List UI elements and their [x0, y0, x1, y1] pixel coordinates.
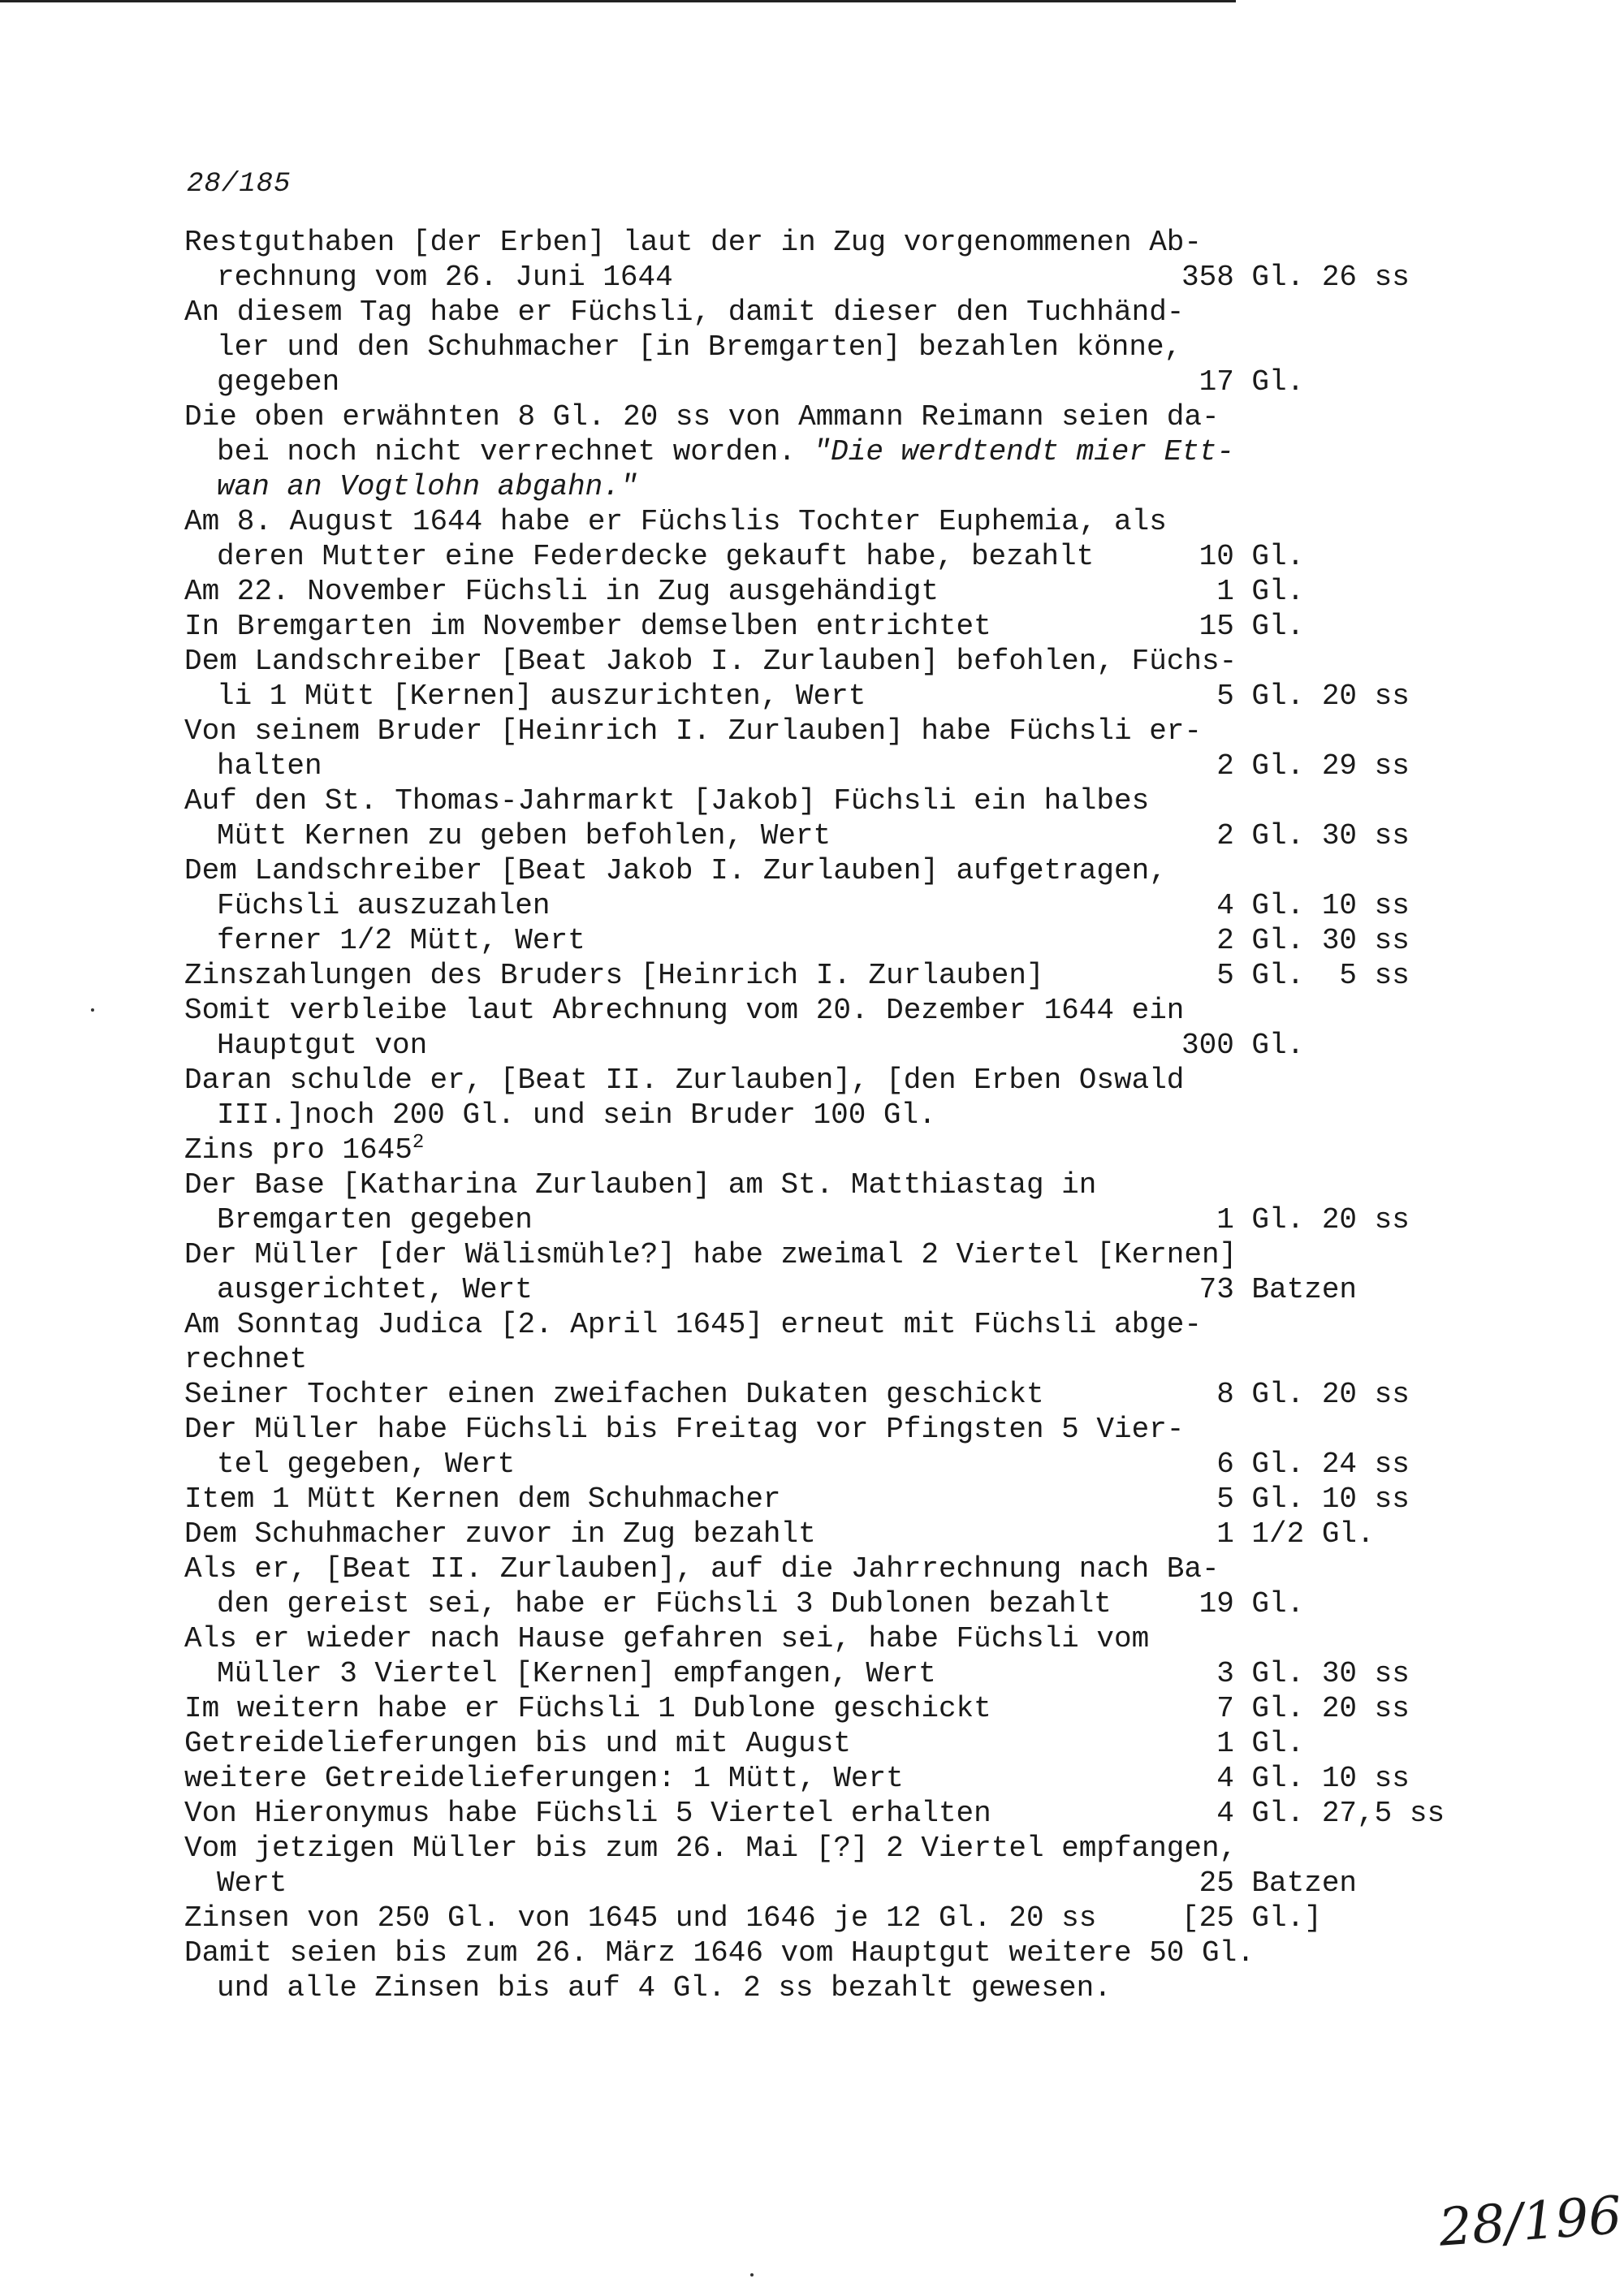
ledger-line-plain: Am 8. August 1644 habe er Füchslis Tochter Euphemia, als	[184, 505, 1167, 538]
ledger-line-text	[217, 888, 550, 923]
ledger-line-text	[217, 434, 1234, 469]
ledger-line-amount: 358 Gl. 26 ss	[1181, 261, 1410, 294]
ledger-line-text	[217, 365, 339, 399]
ledger-line	[0, 260, 1616, 295]
ledger-line	[0, 714, 1616, 749]
ledger-line-plain: rechnet	[184, 1343, 308, 1376]
ledger-line-text	[184, 504, 1167, 539]
ledger-line-text	[184, 644, 1237, 679]
ledger-line-plain: Von Hieronymus habe Füchsli 5 Viertel erhalten	[184, 1797, 991, 1830]
top-edge-rule	[0, 0, 1236, 2]
ledger-line	[0, 749, 1616, 783]
ledger-line-text	[217, 539, 1094, 574]
ledger-line-plain: halten	[217, 749, 322, 783]
ledger-line	[0, 1726, 1616, 1761]
ledger-line-text	[184, 1796, 991, 1831]
ledger-line-plain: bei noch nicht verrechnet worden.	[217, 435, 814, 468]
ledger-line-quote: "Die werdtendt mier Ett-	[813, 435, 1235, 468]
ledger-line-amount: 1 1/2 Gl.	[1181, 1517, 1375, 1551]
margin-speck	[91, 1008, 94, 1012]
ledger-line-text	[184, 1691, 991, 1726]
ledger-line-text	[184, 853, 1167, 888]
ledger-line	[0, 1447, 1616, 1482]
ledger-line-text	[184, 1167, 1096, 1202]
ledger-line-text	[184, 574, 939, 609]
ledger-line	[0, 1517, 1616, 1552]
ledger-line	[0, 679, 1616, 714]
ledger-line-plain: An diesem Tag habe er Füchsli, damit dieser den Tuchhänd-	[184, 296, 1185, 329]
ledger-line	[0, 1028, 1616, 1063]
ledger-line-text	[184, 1342, 307, 1377]
ledger-line-plain: In Bremgarten im November demselben entrichtet	[184, 610, 991, 643]
footnote-marker: 2	[412, 1132, 425, 1154]
ledger-line-amount: 4 Gl. 10 ss	[1181, 889, 1410, 922]
ledger-line-amount: 19 Gl.	[1181, 1587, 1305, 1621]
ledger-line-plain: Hauptgut von	[217, 1029, 428, 1062]
ledger-line-amount: 7 Gl. 20 ss	[1181, 1692, 1410, 1725]
ledger-line-plain: Im weitern habe er Füchsli 1 Dublone geschickt	[184, 1692, 991, 1725]
ledger-line-plain: Mütt Kernen zu geben befohlen, Wert	[217, 819, 831, 852]
ledger-line-text	[184, 1726, 851, 1761]
ledger-line	[0, 1761, 1616, 1796]
ledger-line-amount: 1 Gl.	[1181, 1727, 1305, 1760]
ledger-line	[0, 504, 1616, 539]
ledger-line-plain: Von seinem Bruder [Heinrich I. Zurlauben] habe Füchsli er-	[184, 714, 1203, 748]
ledger-line-plain: Auf den St. Thomas-Jahrmarkt [Jakob] Füchsli ein halbes	[184, 784, 1150, 818]
ledger-line-amount: 5 Gl. 20 ss	[1181, 680, 1410, 713]
ledger-line-text	[184, 958, 1044, 993]
ledger-line	[0, 1063, 1616, 1098]
ledger-line-text	[184, 1552, 1220, 1586]
ledger-line	[0, 1691, 1616, 1726]
ledger-line-plain: Müller 3 Viertel [Kernen] empfangen, Wert	[217, 1657, 936, 1690]
ledger-line	[0, 1272, 1616, 1307]
ledger-line-text	[184, 295, 1184, 330]
ledger-line	[0, 1482, 1616, 1517]
ledger-line-plain: Damit seien bis zum 26. März 1646 vom Hauptgut weitere 50 Gl.	[184, 1936, 1255, 1970]
ledger-line-plain: und alle Zinsen bis auf 4 Gl. 2 ss bezahlt gewesen.	[217, 1971, 1112, 2005]
ledger-line-plain: Zinszahlungen des Bruders [Heinrich I. Zurlauben]	[184, 959, 1044, 992]
ledger-line-amount: 25 Batzen	[1181, 1867, 1358, 1900]
ledger-line-amount: 17 Gl.	[1181, 365, 1305, 399]
ledger-line-text	[184, 993, 1184, 1028]
ledger-line	[0, 1656, 1616, 1691]
ledger-line	[0, 330, 1616, 365]
ledger-line-text	[184, 609, 991, 644]
ledger-line-plain: Als er, [Beat II. Zurlauben], auf die Jahrrechnung nach Ba-	[184, 1552, 1220, 1586]
ledger-line-text	[217, 679, 866, 714]
ledger-line-text	[184, 1133, 424, 1167]
ledger-line-text	[184, 1482, 781, 1517]
ledger-line	[0, 923, 1616, 958]
ledger-line-plain: Seiner Tochter einen zweifachen Dukaten geschickt	[184, 1378, 1044, 1411]
ledger-line-amount: 5 Gl. 5 ss	[1181, 959, 1410, 992]
ledger-line-plain: gegeben	[217, 365, 340, 399]
ledger-line	[0, 1237, 1616, 1272]
ledger-line-text	[184, 1517, 816, 1552]
ledger-line-plain: Dem Landschreiber [Beat Jakob I. Zurlauben] befohlen, Füchs-	[184, 645, 1237, 678]
ledger-line	[0, 853, 1616, 888]
ledger-line	[0, 1621, 1616, 1656]
ledger-line-plain: III.]noch 200 Gl. und sein Bruder 100 Gl.	[217, 1098, 936, 1132]
ledger-line-amount: 15 Gl.	[1181, 610, 1305, 643]
ledger-line	[0, 1342, 1616, 1377]
ledger-line-text	[184, 1901, 1096, 1936]
ledger-line-text	[184, 1936, 1255, 1970]
ledger-line-amount: 2 Gl. 30 ss	[1181, 819, 1410, 852]
ledger-line-amount: 2 Gl. 30 ss	[1181, 924, 1410, 957]
ledger-line-text	[184, 1237, 1237, 1272]
ledger-line-text	[217, 749, 322, 783]
ledger-line-amount: 5 Gl. 10 ss	[1181, 1482, 1410, 1516]
ledger-line	[0, 1866, 1616, 1901]
ledger-line-text	[217, 260, 673, 295]
ledger-line-text	[184, 1831, 1237, 1866]
ledger-line-text	[184, 1377, 1044, 1412]
bottom-speck	[750, 2273, 754, 2277]
ledger-line	[0, 1412, 1616, 1447]
ledger-line-text	[184, 1412, 1184, 1447]
ledger-line	[0, 365, 1616, 399]
ledger-line-text	[184, 399, 1220, 434]
ledger-line-plain: Daran schulde er, [Beat II. Zurlauben], [den Erben Oswald	[184, 1064, 1185, 1097]
ledger-line-amount: 6 Gl. 24 ss	[1181, 1448, 1410, 1481]
ledger-line-text	[184, 1307, 1202, 1342]
ledger-line-plain: Bremgarten gegeben	[217, 1203, 533, 1236]
ledger-line-text	[217, 1970, 1112, 2005]
ledger-line	[0, 1796, 1616, 1831]
ledger-line	[0, 958, 1616, 993]
ledger-line-plain: Getreidelieferungen bis und mit August	[184, 1727, 851, 1760]
ledger-line	[0, 1202, 1616, 1237]
ledger-line	[0, 1307, 1616, 1342]
ledger-line-plain: ausgerichtet, Wert	[217, 1273, 533, 1306]
ledger-line	[0, 1133, 1616, 1167]
ledger-line	[0, 1167, 1616, 1202]
ledger-line-plain: Vom jetzigen Müller bis zum 26. Mai [?] 2 Viertel empfangen,	[184, 1832, 1237, 1865]
ledger-line-amount: 4 Gl. 10 ss	[1181, 1762, 1410, 1795]
ledger-line-plain: Als er wieder nach Hause gefahren sei, habe Füchsli vom	[184, 1622, 1150, 1655]
ledger-line-plain: Somit verbleibe laut Abrechnung vom 20. Dezember 1644 ein	[184, 994, 1185, 1027]
ledger-line-quote: wan an Vogtlohn abgahn."	[217, 470, 638, 503]
ledger-line	[0, 1098, 1616, 1133]
ledger-line-plain: Am 22. November Füchsli in Zug ausgehändigt	[184, 575, 939, 608]
ledger-line-text	[184, 1063, 1184, 1098]
ledger-line	[0, 574, 1616, 609]
ledger-line	[0, 1831, 1616, 1866]
ledger-line-text	[217, 923, 585, 958]
ledger-line-plain: rechnung vom 26. Juni 1644	[217, 261, 673, 294]
ledger-line	[0, 295, 1616, 330]
ledger-line-plain: deren Mutter eine Federdecke gekauft habe, bezahlt	[217, 540, 1095, 573]
ledger-line-plain: Am Sonntag Judica [2. April 1645] erneut mit Füchsli abge-	[184, 1308, 1203, 1341]
ledger-line	[0, 818, 1616, 853]
ledger-line-plain: Die oben erwähnten 8 Gl. 20 ss von Ammann Reimann seien da-	[184, 400, 1220, 434]
ledger-line	[0, 469, 1616, 504]
ledger-line-amount: 3 Gl. 30 ss	[1181, 1657, 1410, 1690]
page-reference: 28/185	[187, 169, 292, 200]
ledger-line-amount: [25 Gl.]	[1181, 1901, 1322, 1935]
ledger-line-plain: Item 1 Mütt Kernen dem Schuhmacher	[184, 1482, 781, 1516]
ledger-line-text	[217, 1866, 287, 1901]
ledger-line-amount: 8 Gl. 20 ss	[1181, 1378, 1410, 1411]
ledger-line-amount: 10 Gl.	[1181, 540, 1305, 573]
ledger-line-text	[217, 1202, 533, 1237]
ledger-line	[0, 1901, 1616, 1936]
handwritten-folio-number: 28/196	[1436, 2186, 1624, 2259]
ledger-line-plain: Füchsli auszuzahlen	[217, 889, 551, 922]
ledger-line-amount: 73 Batzen	[1181, 1273, 1358, 1306]
ledger-line-text	[217, 818, 831, 853]
ledger-line-text	[184, 714, 1202, 749]
ledger-line-plain: Zins pro 1645	[184, 1133, 412, 1167]
ledger-line	[0, 1552, 1616, 1586]
ledger-line-plain: Der Base [Katharina Zurlauben] am St. Matthiastag in	[184, 1168, 1097, 1202]
ledger-line-plain: Der Müller habe Füchsli bis Freitag vor Pfingsten 5 Vier-	[184, 1413, 1185, 1446]
ledger-line-plain: Restguthaben [der Erben] laut der in Zug vorgenommenen Ab-	[184, 226, 1203, 259]
ledger-line-text	[217, 330, 1181, 365]
ledger-line	[0, 609, 1616, 644]
ledger-line	[0, 888, 1616, 923]
ledger-line-plain: Wert	[217, 1867, 287, 1900]
ledger-line-plain: ler und den Schuhmacher [in Bremgarten] bezahlen könne,	[217, 330, 1182, 364]
ledger-line	[0, 225, 1616, 260]
ledger-line-amount: 2 Gl. 29 ss	[1181, 749, 1410, 783]
ledger-line	[0, 399, 1616, 434]
ledger-line	[0, 434, 1616, 469]
ledger-line-text	[217, 469, 637, 504]
ledger-line	[0, 539, 1616, 574]
ledger-line-amount: 1 Gl.	[1181, 575, 1305, 608]
ledger-line-text	[184, 783, 1149, 818]
ledger-line-plain: ferner 1/2 Mütt, Wert	[217, 924, 585, 957]
ledger-line-plain: li 1 Mütt [Kernen] auszurichten, Wert	[217, 680, 866, 713]
ledger-line-amount: 4 Gl. 27,5 ss	[1181, 1797, 1445, 1830]
ledger-line-text	[217, 1272, 533, 1307]
ledger-line-plain: Dem Schuhmacher zuvor in Zug bezahlt	[184, 1517, 816, 1551]
ledger-line-plain: Dem Landschreiber [Beat Jakob I. Zurlauben] aufgetragen,	[184, 854, 1167, 887]
ledger-line	[0, 993, 1616, 1028]
ledger-line-text	[217, 1447, 515, 1482]
ledger-line-plain: Der Müller [der Wälismühle?] habe zweimal 2 Viertel [Kernen]	[184, 1238, 1237, 1271]
ledger-line-amount: 300 Gl.	[1181, 1029, 1305, 1062]
ledger-line-text	[184, 225, 1202, 260]
ledger-line-plain: tel gegeben, Wert	[217, 1448, 516, 1481]
ledger-line-text	[217, 1586, 1112, 1621]
ledger-line	[0, 1936, 1616, 1970]
ledger-line	[0, 783, 1616, 818]
ledger-line-text	[217, 1098, 936, 1133]
ledger-line-text	[217, 1656, 936, 1691]
ledger-line	[0, 1586, 1616, 1621]
ledger-line	[0, 1970, 1616, 2005]
ledger-line-text	[217, 1028, 427, 1063]
ledger-line-plain: Zinsen von 250 Gl. von 1645 und 1646 je 12 Gl. 20 ss	[184, 1901, 1097, 1935]
ledger-line-text	[184, 1761, 904, 1796]
ledger-line-plain: weitere Getreidelieferungen: 1 Mütt, Wert	[184, 1762, 904, 1795]
ledger-line	[0, 644, 1616, 679]
ledger-line-text	[184, 1621, 1149, 1656]
ledger-line	[0, 1377, 1616, 1412]
ledger-line-amount: 1 Gl. 20 ss	[1181, 1203, 1410, 1236]
ledger-line-plain: den gereist sei, habe er Füchsli 3 Dublonen bezahlt	[217, 1587, 1112, 1621]
